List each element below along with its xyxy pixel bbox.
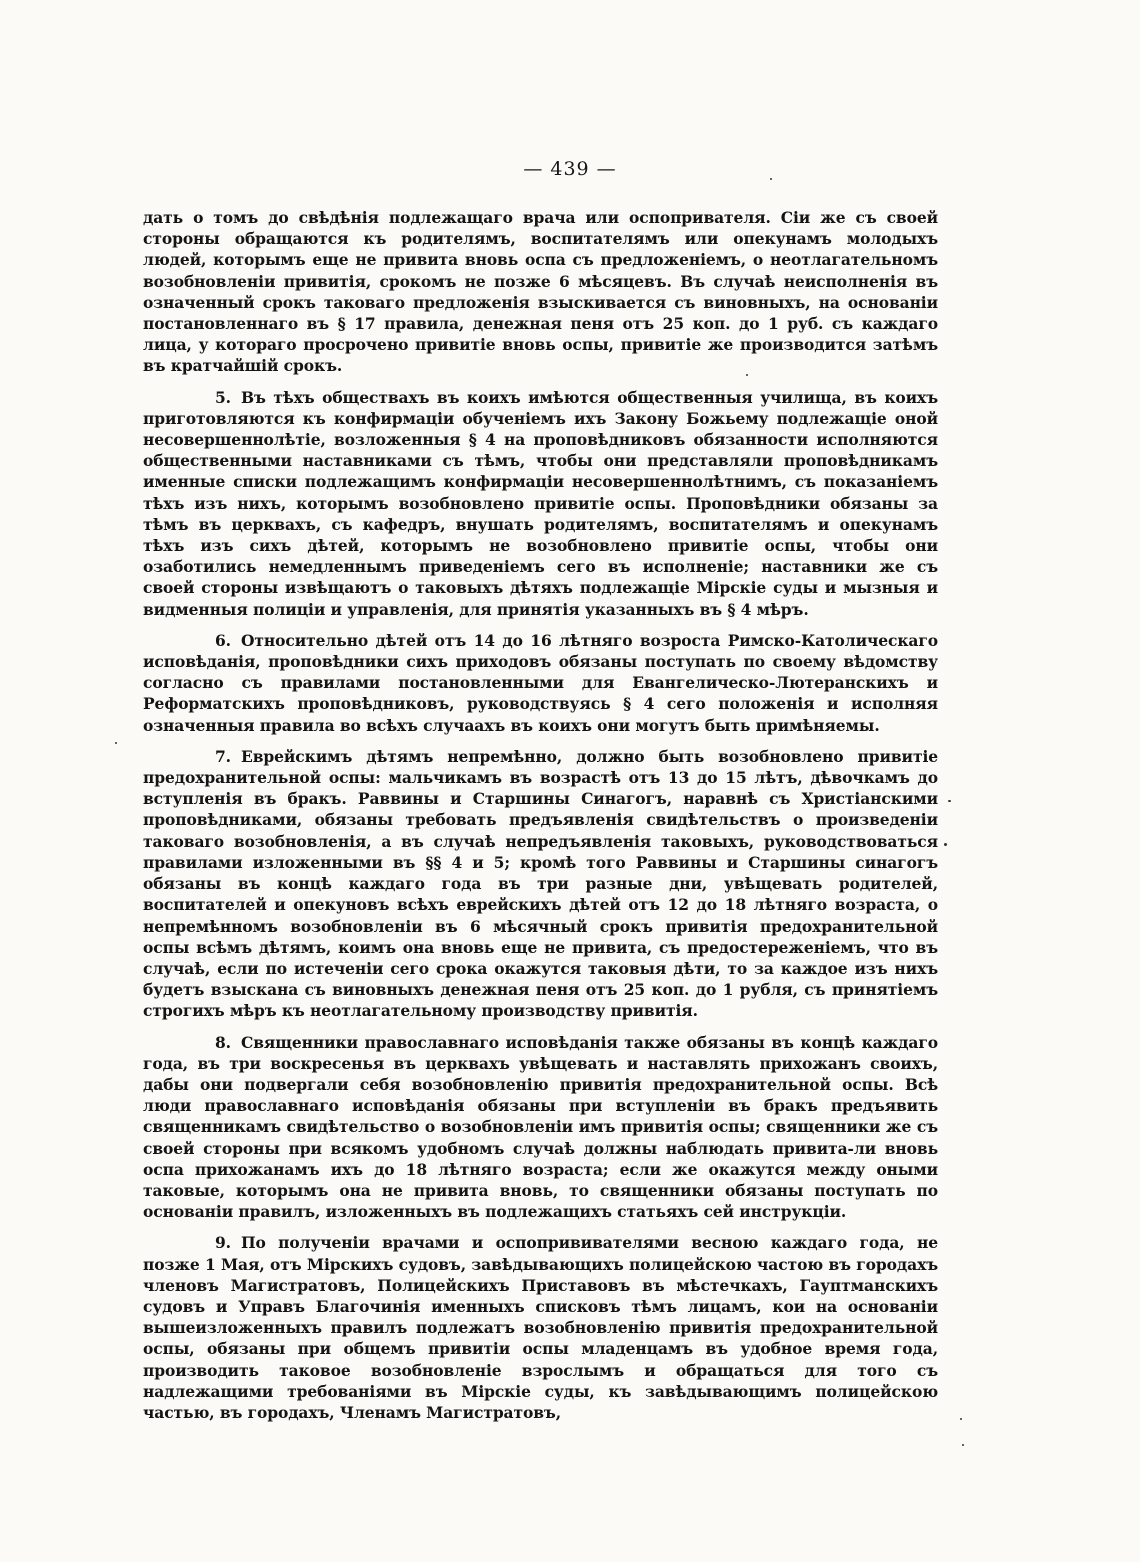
paragraph-8: [143, 1032, 938, 1223]
paragraph-text: Въ тѣхъ обществахъ въ коихъ имѣются общественныя училища, въ коихъ приготовляются къ конфирмаціи обученіемъ ихъ Закону Божьему подлежащіе оной несовершеннолѣтіе, возложенныя § 4 на проповѣдниковъ обязанности исполняются общественными наставниками съ тѣмъ, чтобы они представляли проповѣдникамъ именные списки подлежащимъ конфирмаціи несовершеннолѣтнимъ, съ показаніемъ тѣхъ изъ нихъ, которымъ возобновлено привитіе оспы. Проповѣдники обязаны за тѣмъ въ церквахъ, съ кафедръ, внушать родителямъ, воспитателямъ и опекунамъ тѣхъ изъ сихъ дѣтей, которымъ не возобновлено привитіе оспы, чтобы они озаботились немедленнымъ приведеніемъ сего въ исполненіе; наставники же съ своей стороны извѣщаютъ о таковыхъ дѣтяхъ подлежащіе Мірскіе суды и мызныя и видменныя полиціи и управленія, для принятія указанныхъ въ § 4 мѣръ.: [143, 387, 938, 619]
paragraph-text: Священники православнаго исповѣданія также обязаны въ концѣ каждаго года, въ три воскресенья въ церквахъ увѣщевать и наставлять прихожанъ своихъ, дабы они подвергали себя возобновленію привитія предохранительной оспы. Всѣ люди православнаго исповѣданія обязаны при вступленіи въ бракъ предъявить священникамъ свидѣтельство о возобновленіи имъ привитія оспы; священники же съ своей стороны при всякомъ удобномъ случаѣ должны наблюдать привита-ли вновь оспа прихожанамъ ихъ до 18 лѣтняго возраста; если же окажутся между оными таковые, которымъ она не привита вновь, то священники обязаны поступать по основаніи правилъ, изложенныхъ въ подлежащихъ статьяхъ сей инструкціи.: [143, 1032, 938, 1222]
scan-speck: [115, 742, 117, 744]
scan-speck: [770, 178, 772, 180]
paragraph-number: 5.: [215, 387, 231, 407]
paragraph-number: 8.: [215, 1032, 231, 1052]
scan-speck: [960, 1418, 962, 1420]
paragraph-text: Еврейскимъ дѣтямъ непремѣнно, должно быть возобновлено привитіе предохранительной оспы: мальчикамъ въ возрастѣ отъ 13 до 15 лѣтъ, дѣвочкамъ до вступленія въ бракъ. Раввины и Старшины Синагогъ, наравнѣ съ Христіанскими проповѣдниками, обязаны требовать предъявленія свидѣтельствъ о произведеніи таковаго возобновленія, а въ случаѣ непредъявленія таковыхъ, руководствоваться правилами изложенными въ §§ 4 и 5; кромѣ того Раввины и Старшины синагогъ обязаны въ концѣ каждаго года въ три разные дни, увѣщевать родителей, воспитателей и опекуновъ всѣхъ еврейскихъ дѣтей отъ 12 до 18 лѣтняго возраста, о непремѣнномъ возобновленіи въ 6 мѣсячный срокъ привитія предохранительной оспы всѣмъ дѣтямъ, коимъ она вновь еще не привита, съ предостереженіемъ, что въ случаѣ, если по истеченіи сего срока окажутся таковыя дѣти, то за каждое изъ нихъ будетъ взыскана съ виновныхъ денежная пеня отъ 25 коп. до 1 рубля, съ принятіемъ строгихъ мѣръ къ неотлагательному производству привитія.: [143, 746, 938, 1021]
paragraph-text: дать о томъ до свѣдѣнія подлежащаго врача или оспопривателя. Сіи же съ своей стороны обращаются къ родителямъ, воспитателямъ или опекунамъ молодыхъ людей, которымъ еще не привита вновь оспа съ предложеніемъ, о неотлагательномъ возобновленіи привитія, срокомъ не позже 6 мѣсяцевъ. Въ случаѣ неисполненія въ означенный срокъ таковаго предложенія взыскивается съ виновныхъ, на основаніи постановленнаго въ § 17 правила, денежная пеня отъ 25 коп. до 1 руб. съ каждаго лица, у котораго просрочено привитіе вновь оспы, привитіе же производится затѣмъ въ кратчайшій срокъ.: [143, 208, 938, 376]
paragraph-9: [143, 1232, 938, 1423]
paragraph-number: 9.: [215, 1233, 231, 1253]
scan-speck: [962, 1444, 964, 1446]
scan-speck: [948, 800, 951, 802]
scan-speck: [746, 374, 748, 376]
paragraph-5: [143, 387, 938, 620]
paragraph-number: 7.: [215, 746, 231, 766]
paragraph-number: 6.: [215, 630, 231, 650]
paragraph-continuation: [143, 207, 938, 377]
page-number: — 439 —: [523, 158, 617, 180]
paragraph-6: [143, 630, 938, 736]
paragraph-text: По полученіи врачами и оспопрививателями весною каждаго года, не позже 1 Мая, отъ Мірскихъ судовъ, завѣдывающихъ полицейскою частою въ городахъ членовъ Магистратовъ, Полицейскихъ Приставовъ въ мѣстечкахъ, Гауптманскихъ судовъ и Управъ Благочинія именныхъ списковъ тѣмъ лицамъ, кои на основаніи вышеизложенныхъ правилъ подлежатъ возобновленію привитія предохранительной оспы, обязаны при общемъ привитіи оспы младенцамъ въ удобное время года, производить таковое возобновленіе взрослымъ и обращаться для того съ надлежащими требованіями въ Мірскіе суды, къ завѣдывающимъ полицейскою частью, въ городахъ, Членамъ Магистратовъ,: [143, 1233, 938, 1422]
scan-speck: [944, 843, 947, 846]
paragraph-7: [143, 746, 938, 1022]
document-body: [143, 207, 938, 1433]
paragraph-text: Относительно дѣтей отъ 14 до 16 лѣтняго возроста Римско-Католическаго исповѣданія, проповѣдники сихъ приходовъ обязаны поступать по своему вѣдомству согласно съ правилами постановленными для Евангелическо-Лютеранскихъ и Реформатскихъ проповѣдниковъ, руководствуясь § 4 сего положенія и исполняя означенныя правила во всѣхъ случаахъ въ коихъ они могутъ быть примѣняемы.: [143, 630, 938, 735]
